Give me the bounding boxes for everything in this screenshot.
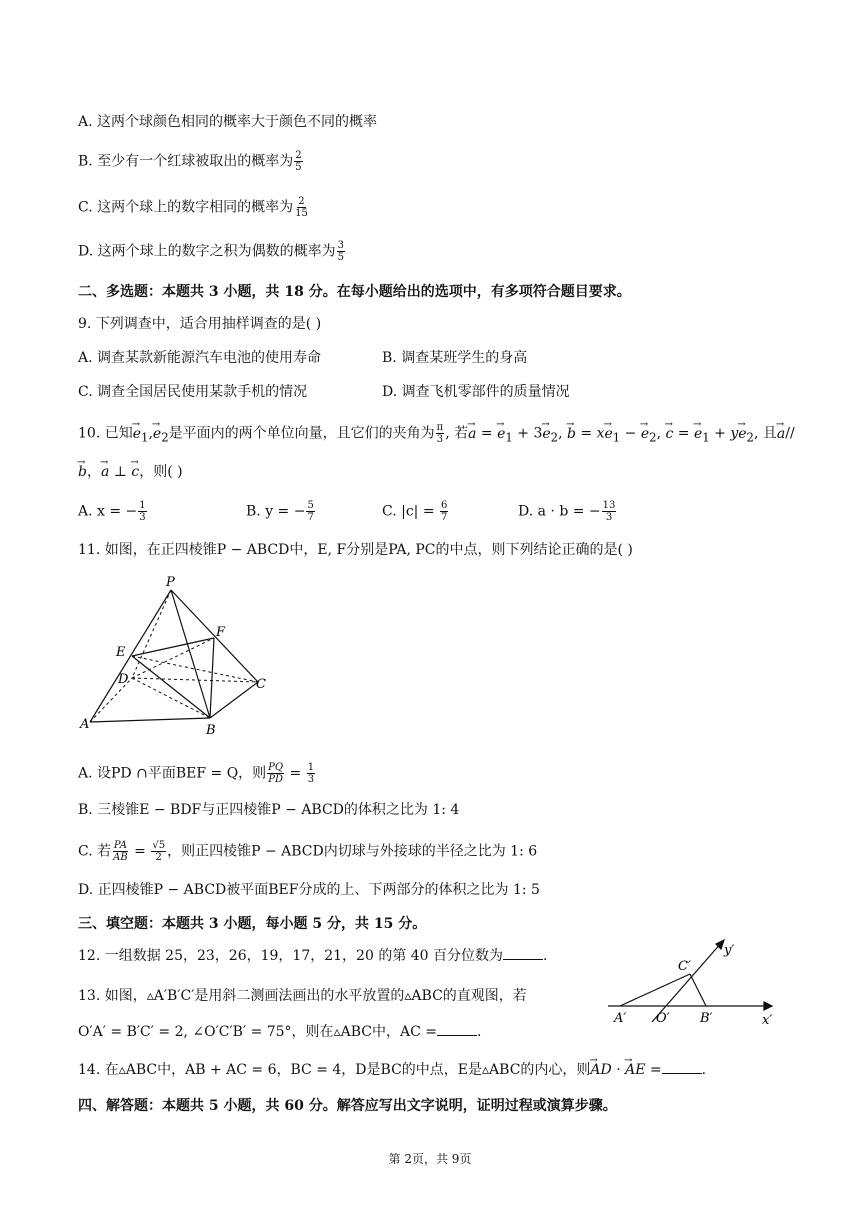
answer-blank[interactable] bbox=[662, 1061, 702, 1074]
q10-option-c-text: C. |c| = bbox=[382, 503, 440, 520]
q9-option-c: C. 调查全国居民使用某款手机的情况 bbox=[78, 384, 308, 400]
vertex-label-f: F bbox=[216, 625, 226, 640]
fraction bbox=[294, 196, 309, 219]
q10-option-b bbox=[246, 500, 316, 523]
fraction bbox=[267, 762, 284, 785]
numerator: π bbox=[436, 422, 444, 433]
q9-option-b: B. 调查某班学生的身高 bbox=[382, 350, 528, 366]
denominator: 3 bbox=[139, 512, 146, 523]
q10-option-a bbox=[78, 500, 148, 523]
denominator: 3 bbox=[436, 434, 444, 445]
denominator: 3 bbox=[307, 774, 315, 785]
vertex-label-a: A bbox=[80, 717, 90, 732]
q8-option-b-text: B. 至少有一个红球被取出的概率为 bbox=[78, 153, 294, 170]
denominator: 5 bbox=[295, 162, 302, 173]
label-y-prime: y′ bbox=[724, 943, 735, 958]
q10-option-d-text: D. a · b = − bbox=[518, 503, 601, 520]
label-o-prime: O′ bbox=[656, 1011, 670, 1026]
q10-option-c bbox=[382, 500, 449, 523]
q14-period: . bbox=[701, 1062, 707, 1078]
q13-line2 bbox=[78, 1022, 481, 1042]
denominator: 2 bbox=[155, 852, 162, 863]
denominator: 15 bbox=[295, 208, 308, 219]
label-x-prime: x′ bbox=[762, 1013, 773, 1028]
q8-option-c-text: C. 这两个球上的数字相同的概率为 bbox=[78, 199, 294, 216]
q12-text bbox=[78, 946, 547, 966]
q14-stem: 14. 在▵ABC中，AB + AC = 6，BC = 4，D是BC的中点，E是▵ABC的内心，则 bbox=[78, 1062, 591, 1078]
q10-option-a-text: A. x = − bbox=[78, 503, 138, 520]
denominator: PD bbox=[268, 774, 284, 785]
numerator: 2 bbox=[298, 196, 305, 207]
q13-period: . bbox=[476, 1024, 482, 1040]
q14-text: 14. 在▵ABC中，AB + AC = 6，BC = 4，D是BC的中点，E是▵ABC的内心，则→ AD · → AE = . bbox=[78, 1060, 706, 1080]
fraction bbox=[138, 500, 146, 523]
label-a-prime: A′ bbox=[614, 1011, 627, 1026]
page-footer: 第 2页，共 9页 bbox=[388, 1152, 472, 1166]
vertex-label-p: P bbox=[166, 575, 175, 590]
numerator: 2 bbox=[295, 150, 302, 161]
q8-option-d bbox=[78, 240, 346, 263]
q11-option-d: D. 正四棱锥P − ABCD被平面BEF分成的上、下两部分的体积之比为 1: 5 bbox=[78, 882, 540, 898]
label-c-prime: C′ bbox=[678, 959, 691, 974]
q10-option-d bbox=[518, 500, 617, 523]
denominator: 5 bbox=[337, 252, 344, 263]
q10-stem-line2: → b，→ a ⊥ → c，则( ) bbox=[78, 462, 183, 482]
q9-option-a: A. 调查某款新能源汽车电池的使用寿命 bbox=[78, 350, 322, 366]
q12-stem: 12. 一组数据 25，23，26，19，17，21，20 的第 40 百分位数为 bbox=[78, 948, 504, 964]
q10-stem-middle: 是平面内的两个单位向量，且它们的夹角为 bbox=[168, 425, 435, 442]
numerator: 3 bbox=[337, 240, 344, 251]
vertex-label-c: C bbox=[256, 677, 266, 692]
fraction bbox=[602, 500, 617, 523]
q13-line1: 13. 如图，▵A′B′C′是用斜二测画法画出的水平放置的▵ABC的直观图，若 bbox=[78, 988, 527, 1004]
pyramid-figure bbox=[70, 570, 280, 740]
q8-option-c bbox=[78, 196, 310, 219]
equals-sign: = bbox=[129, 843, 151, 860]
q13-condition: O′A′ = B′C′ = 2, ∠O′C′B′ = 75°，则在▵ABC中，AC = bbox=[78, 1024, 437, 1040]
section-4-heading: 四、解答题：本题共 5 小题，共 60 分。解答应写出文字说明，证明过程或演算步骤。 bbox=[78, 1098, 617, 1114]
numerator: 5 bbox=[307, 500, 314, 511]
q10-option-b-text: B. y = − bbox=[246, 503, 306, 520]
denominator: 7 bbox=[441, 512, 448, 523]
q11-option-c bbox=[78, 840, 537, 863]
q10-stem: 10. 已知→ $e_1,\to e_2$是平面内的两个单位向量，且它们的夹角为 $\frac{\pi}{3}$ , 若→ a = → $e_1 + 3\to e_2$, → $b = x\to e_1$ − → $e_2$, → c = → $e_1 + y\to e_2$, 且→ a// bbox=[78, 422, 795, 447]
denominator: AB bbox=[113, 852, 128, 863]
section-3-heading: 三、填空题：本题共 3 小题，每小题 5 分，共 15 分。 bbox=[78, 916, 427, 932]
fraction bbox=[307, 762, 315, 785]
q10-stem-prefix: 10. 已知 bbox=[78, 425, 133, 442]
fraction bbox=[294, 150, 302, 173]
numerator: 13 bbox=[602, 500, 616, 511]
answer-blank[interactable] bbox=[437, 1023, 477, 1036]
fraction bbox=[440, 500, 448, 523]
denominator: 7 bbox=[307, 512, 314, 523]
numerator: 1 bbox=[307, 762, 315, 773]
answer-blank[interactable] bbox=[503, 947, 543, 960]
numerator: PA bbox=[113, 840, 127, 851]
vertex-label-b: B bbox=[206, 723, 216, 738]
q12-period: . bbox=[543, 948, 548, 964]
q9-stem: 9. 下列调查中，适合用抽样调查的是( ) bbox=[78, 316, 322, 332]
equals-sign: = bbox=[285, 765, 306, 782]
q11-option-c-suffix: ，则正四棱锥P − ABCD内切球与外接球的半径之比为 1: 6 bbox=[167, 843, 538, 860]
vertex-label-e: E bbox=[116, 645, 126, 660]
q8-option-a: A. 这两个球颜色相同的概率大于颜色不同的概率 bbox=[78, 114, 378, 130]
q10-condition-word: 若 bbox=[454, 425, 469, 442]
numerator: PQ bbox=[268, 762, 284, 773]
q11-option-a-text: A. 设PD ∩平面BEF = Q，则 bbox=[78, 765, 267, 782]
denominator: 3 bbox=[605, 512, 613, 523]
q8-option-d-text: D. 这两个球上的数字之积为偶数的概率为 bbox=[78, 243, 336, 260]
q11-option-a bbox=[78, 762, 316, 785]
fraction bbox=[151, 840, 166, 863]
q11-option-c-prefix: C. 若 bbox=[78, 843, 112, 860]
fraction bbox=[337, 240, 345, 263]
section-2-heading: 二、多选题：本题共 3 小题，共 18 分。在每小题给出的选项中，有多项符合题目要求。 bbox=[78, 284, 631, 300]
numerator: 6 bbox=[441, 500, 448, 511]
label-b-prime: B′ bbox=[700, 1011, 713, 1026]
q11-option-b: B. 三棱锥E − BDF与正四棱锥P − ABCD的体积之比为 1: 4 bbox=[78, 802, 460, 818]
q10-stem-end: ，则( ) bbox=[139, 464, 183, 480]
vertex-label-d: D bbox=[118, 672, 129, 687]
oblique-projection-figure bbox=[600, 934, 790, 1030]
fraction bbox=[306, 500, 314, 523]
numerator: √5 bbox=[152, 840, 166, 851]
q8-option-b bbox=[78, 150, 304, 173]
fraction bbox=[112, 840, 129, 863]
fraction bbox=[436, 422, 445, 445]
q11-stem: 11. 如图，在正四棱锥P − ABCD中，E, F分别是PA, PC的中点，则下列结论正确的是( ) bbox=[78, 542, 633, 558]
numerator: 1 bbox=[139, 500, 146, 511]
q9-option-d: D. 调查飞机零部件的质量情况 bbox=[382, 384, 570, 400]
